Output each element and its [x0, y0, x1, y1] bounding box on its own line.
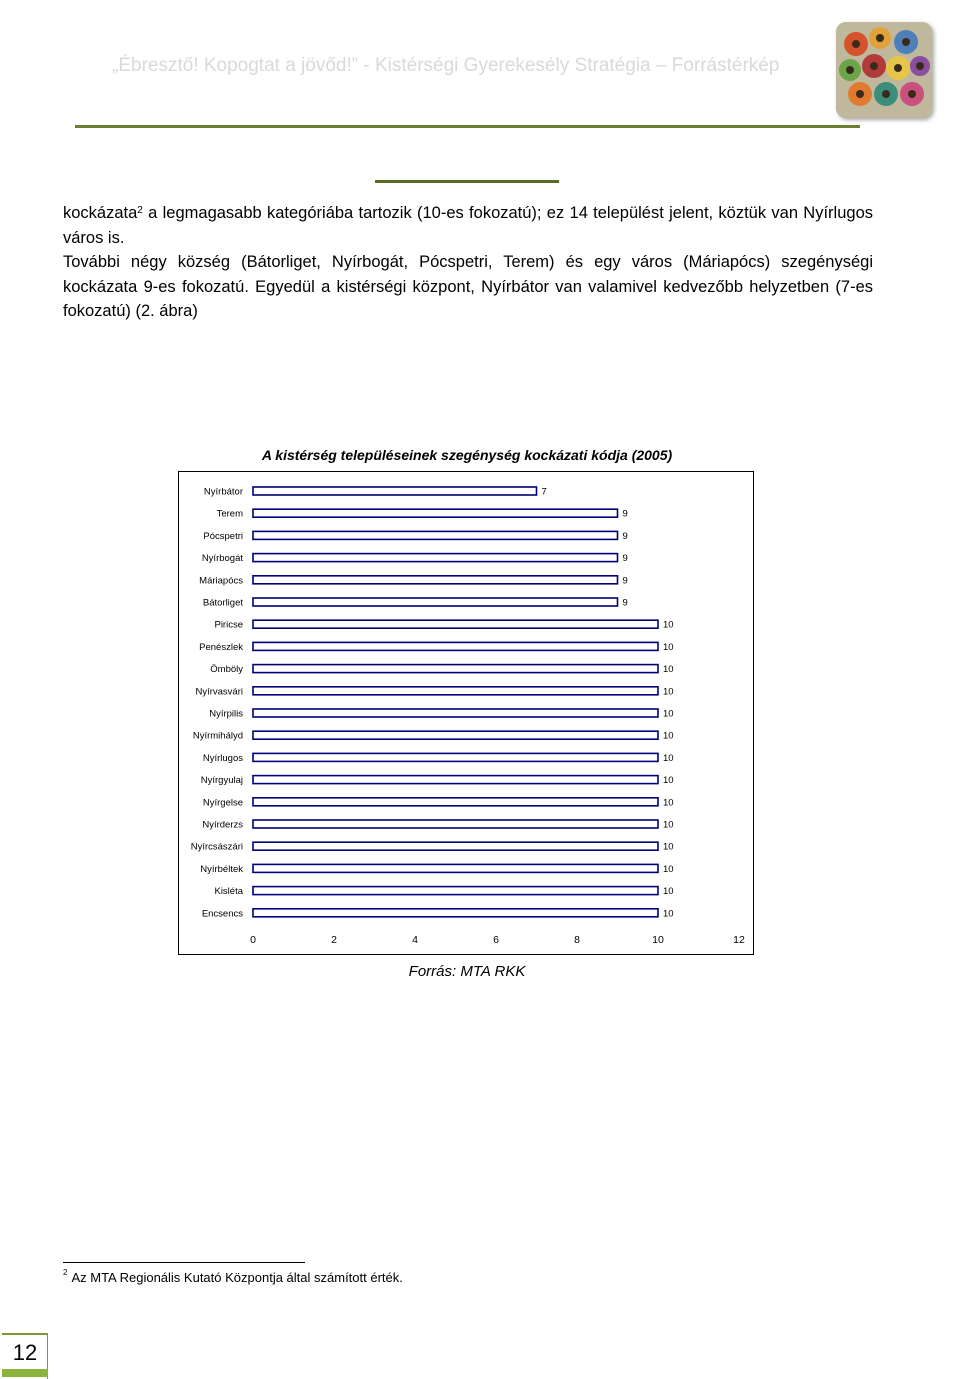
bar: [253, 776, 658, 784]
bar: [253, 642, 658, 650]
chart-source: Forrás: MTA RKK: [408, 963, 526, 980]
footnote-reference[interactable]: 2: [137, 205, 143, 216]
bar: [253, 864, 658, 872]
data-label: 10: [663, 641, 674, 653]
data-label: 10: [663, 819, 674, 831]
data-label: 10: [663, 908, 674, 920]
header-title: „Ébresztő! Kopogtat a jövőd!” - Kistérségi Gyerekesély Stratégia – Forrástérkép: [112, 55, 780, 76]
bar: [253, 509, 618, 517]
bar: [253, 487, 537, 495]
bar: [253, 709, 658, 717]
data-label: 7: [541, 486, 547, 498]
data-label: 10: [663, 664, 674, 676]
data-label: 10: [663, 863, 674, 875]
category-label: Penészlek: [199, 641, 243, 653]
bar-chart: [179, 472, 753, 954]
footnote-divider: [63, 1262, 305, 1263]
section-divider: [375, 180, 559, 183]
bar: [253, 620, 658, 628]
page-number-bar: [2, 1369, 48, 1377]
data-label: 10: [663, 730, 674, 742]
paragraph-1-rest: a legmagasabb kategóriába tartozik (10-es fokozatú); ez 14 települést jelent, köztük van Nyírlugos város is.: [63, 204, 873, 247]
x-tick-label: 8: [574, 933, 580, 946]
data-label: 9: [622, 575, 628, 587]
x-tick-label: 0: [250, 933, 256, 946]
body-text: [63, 201, 873, 324]
category-label: Nyírbogát: [201, 553, 243, 565]
data-label: 10: [663, 797, 674, 809]
bar: [253, 731, 658, 739]
data-label: 10: [663, 841, 674, 853]
bar: [253, 576, 618, 584]
bar: [253, 887, 658, 895]
data-label: 10: [663, 708, 674, 720]
x-tick-label: 12: [733, 933, 745, 946]
category-label: Nyírmihályd: [192, 730, 243, 742]
category-label: Pócspetri: [203, 530, 243, 542]
paragraph-2: További négy község (Bátorliget, Nyírbogát, Pócspetri, Terem) és egy város (Máriapócs) szegénységi kockázata 9-es fokozatú. Egyedül a kistérségi központ, Nyírbátor van valamivel kedvezőbb helyzetben (7-es fokozatú) (2. ábra): [63, 253, 873, 320]
x-tick-label: 10: [652, 933, 664, 946]
header-divider: [75, 125, 860, 128]
data-label: 9: [622, 597, 628, 609]
x-tick-label: 4: [412, 933, 418, 946]
data-label: 9: [622, 530, 628, 542]
bar: [253, 665, 658, 673]
data-label: 9: [622, 553, 628, 565]
data-label: 10: [663, 752, 674, 764]
category-label: Terem: [216, 508, 243, 520]
category-label: Máriapócs: [199, 575, 243, 587]
bar: [253, 753, 658, 761]
category-label: Bátorliget: [202, 597, 243, 609]
bar: [253, 820, 658, 828]
bar: [253, 842, 658, 850]
data-label: 10: [663, 775, 674, 787]
category-label: Encsencs: [201, 908, 243, 920]
data-label: 10: [663, 686, 674, 698]
bar: [253, 598, 618, 606]
data-label: 9: [622, 508, 628, 520]
category-label: Nyírderzs: [202, 819, 243, 831]
page-number: 12: [12, 1340, 38, 1365]
bar: [253, 687, 658, 695]
paragraph-1: [63, 201, 873, 250]
data-label: 10: [663, 619, 674, 631]
footnote-text: Az MTA Regionális Kutató Központja által számított érték.: [71, 1270, 403, 1285]
category-label: Nyírbátor: [203, 486, 243, 498]
category-label: Nyírgelse: [202, 797, 243, 809]
category-label: Nyírlugos: [202, 752, 243, 764]
footnote: [63, 1270, 403, 1285]
bar: [253, 531, 618, 539]
bar: [253, 554, 618, 562]
colored-pencils-photo: [836, 22, 932, 118]
data-label: 10: [663, 886, 674, 898]
category-label: Nyírpilis: [209, 708, 243, 720]
bar: [253, 798, 658, 806]
x-tick-label: 2: [331, 933, 337, 946]
x-tick-label: 6: [493, 933, 499, 946]
chart-frame: [178, 471, 754, 955]
paragraph-1-start: kockázata: [63, 204, 138, 222]
category-label: Nyírbéltek: [200, 863, 243, 875]
footnote-mark: 2: [63, 1268, 68, 1277]
category-label: Nyírcsászári: [190, 841, 243, 853]
chart-title: A kistérség településeinek szegénység kockázati kódja (2005): [261, 447, 673, 463]
category-label: Nyírvasvári: [195, 686, 243, 698]
category-label: Kisléta: [214, 886, 243, 898]
category-label: Ömböly: [210, 664, 243, 676]
category-label: Piricse: [214, 619, 243, 631]
category-label: Nyírgyulaj: [200, 775, 243, 787]
bar: [253, 909, 658, 917]
